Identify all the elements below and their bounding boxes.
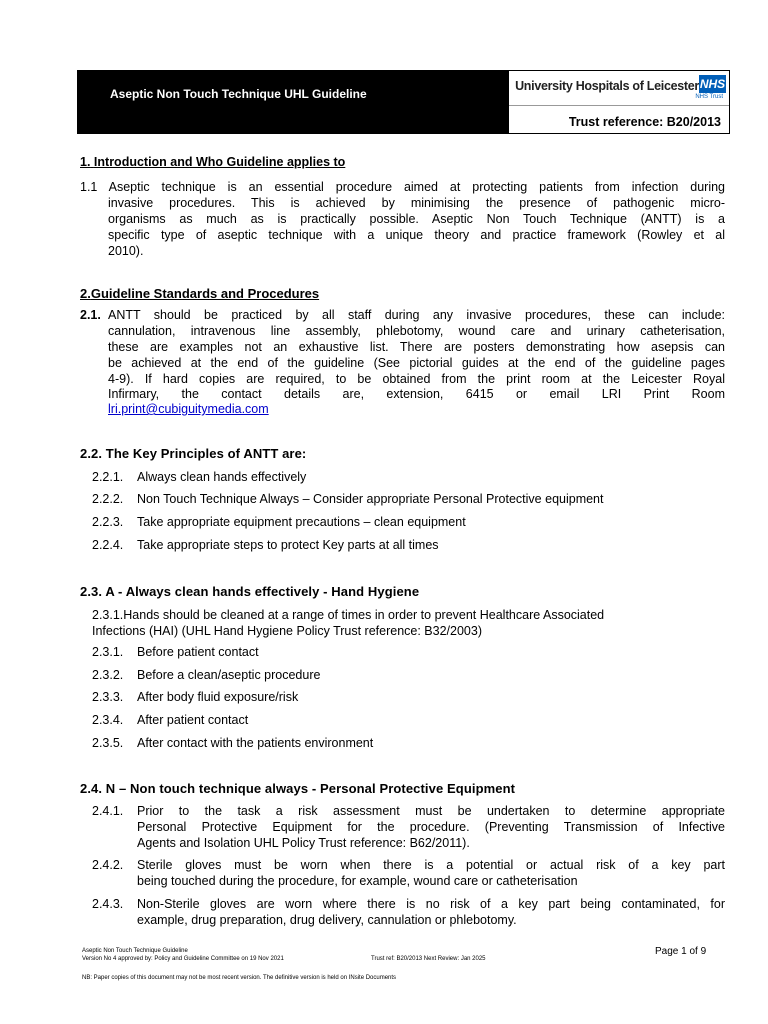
- item-2-4-1-line-1: Prior to the task a risk assessment must be undertaken to determine appropriate: [137, 804, 725, 818]
- item-2-4-3-line-2: example, drug preparation, drug delivery, cannulation or phlebotomy.: [137, 913, 517, 927]
- item-2-2-3-number: 2.2.3.: [92, 515, 124, 529]
- item-2-4-3-line-1: Non-Sterile gloves are worn where there is no risk of a key part being contaminated, for: [137, 897, 725, 911]
- item-2-3-2-text: Before a clean/aseptic procedure: [137, 668, 321, 682]
- para-2-3-1-line-2: Infections (HAI) (UHL Hand Hygiene Policy Trust reference: B32/2003): [92, 624, 482, 638]
- item-2-2-1-number: 2.2.1.: [92, 470, 124, 484]
- header-title-block: [78, 71, 509, 133]
- section-2-3-heading: 2.3. A - Always clean hands effectively - Hand Hygiene: [80, 584, 420, 599]
- para-1-1-line-3: organisms as much as is practically possible. Aseptic Non Touch Technique (ANTT) is a: [108, 212, 725, 226]
- header-divider: [509, 105, 729, 106]
- para-1-1-line-1: 1.1 Aseptic technique is an essential procedure aimed at protecting patients from infection during: [80, 180, 725, 194]
- item-2-4-1-line-3: Agents and Isolation UHL Policy Trust reference: B62/2011).: [137, 836, 470, 850]
- header-org-block: [509, 71, 729, 133]
- section-1-title: Introduction and Who Guideline applies to: [93, 155, 346, 169]
- item-2-3-1-text: Before patient contact: [137, 645, 259, 659]
- item-2-3-2-number: 2.3.2.: [92, 668, 124, 682]
- footer-trust-ref: Trust ref: B20/2013 Next Review: Jan 2025: [371, 956, 486, 962]
- section-1-heading: [80, 155, 345, 171]
- section-1-number: 1.: [80, 155, 91, 169]
- section-2-number: 2.: [80, 286, 91, 301]
- para-2-1-line-1: ANTT should be practiced by all staff during any invasive procedures, these can include:: [108, 308, 725, 322]
- para-1-1-line-4: specific type of aseptic technique with a unique theory and practice framework (Rowley et al: [108, 228, 725, 242]
- footer-disclaimer: NB: Paper copies of this document may not be most recent version. The definitive version is held on INsite Documents: [82, 975, 397, 981]
- section-2-4-heading: 2.4. N – Non touch technique always - Personal Protective Equipment: [80, 781, 516, 796]
- item-2-3-5-number: 2.3.5.: [92, 736, 124, 750]
- item-2-4-3-number: 2.4.3.: [92, 897, 124, 911]
- item-2-3-4-number: 2.3.4.: [92, 713, 124, 727]
- item-2-4-1-number: 2.4.1.: [92, 804, 124, 818]
- item-2-4-2-number: 2.4.2.: [92, 858, 124, 872]
- document-header: [77, 70, 730, 134]
- para-2-3-1-line-1: 2.3.1.Hands should be cleaned at a range of times in order to prevent Healthcare Associated: [92, 608, 605, 622]
- item-2-4-2-line-1: Sterile gloves must be worn when there is a potential or actual risk of a key part: [137, 858, 725, 872]
- item-2-2-4-text: Take appropriate steps to protect Key parts at all times: [137, 538, 439, 552]
- footer-page-number: Page 1 of 9: [655, 946, 707, 957]
- footer-version: Version No 4 approved by: Policy and Guideline Committee on 19 Nov 2021: [82, 956, 284, 962]
- item-2-3-3-text: After body fluid exposure/risk: [137, 690, 299, 704]
- para-2-1-line-2: cannulation, intravenous line assembly, phlebotomy, wound care and urinary catheterisation,: [108, 324, 725, 338]
- item-2-2-2-number: 2.2.2.: [92, 492, 124, 506]
- para-2-1-line-6: Infirmary, the contact details are, extension, 6415 or email LRI Print Room: [108, 387, 725, 401]
- item-2-3-1-number: 2.3.1.: [92, 645, 124, 659]
- item-2-2-1-text: Always clean hands effectively: [137, 470, 307, 484]
- item-2-3-3-number: 2.3.3.: [92, 690, 124, 704]
- document-title: Aseptic Non Touch Technique UHL Guideline: [110, 87, 367, 101]
- section-2-title: Guideline Standards and Procedures: [90, 286, 320, 301]
- item-2-4-2-line-2: being touched during the procedure, for example, wound care or catheterisation: [137, 874, 578, 888]
- nhs-trust-label: NHS Trust: [695, 94, 723, 100]
- para-2-1-line-5: 4-9). If hard copies are required, to be obtained from the print room at the Leicester Royal: [108, 372, 725, 386]
- para-2-1-number: 2.1.: [80, 308, 101, 322]
- para-2-1-line-4: be achieved at the end of the guideline (See pictorial guides at the end of the guideline pages: [108, 356, 725, 370]
- para-1-1-line-2: invasive procedures. This is achieved by minimising the presence of pathogenic micro-: [108, 196, 725, 210]
- trust-reference: Trust reference: B20/2013: [568, 115, 721, 129]
- para-2-1-line-3: these are examples not an exhaustive list. There are posters demonstrating how asepsis can: [108, 340, 725, 354]
- item-2-3-4-text: After patient contact: [137, 713, 249, 727]
- item-2-2-4-number: 2.2.4.: [92, 538, 124, 552]
- section-2-2-heading: 2.2. The Key Principles of ANTT are:: [80, 446, 307, 461]
- para-1-1-line-5: 2010).: [108, 244, 144, 258]
- section-2-heading: [80, 286, 319, 302]
- organisation-name: University Hospitals of Leicester: [515, 79, 699, 93]
- footer-doc-name: Aseptic Non Touch Technique Guideline: [82, 948, 188, 954]
- item-2-3-5-text: After contact with the patients environment: [137, 736, 374, 750]
- item-2-2-3-text: Take appropriate equipment precautions – clean equipment: [137, 515, 466, 529]
- item-2-4-1-line-2: Personal Protective Equipment for the procedure. (Preventing Transmission of Infective: [137, 820, 725, 834]
- item-2-2-2-text: Non Touch Technique Always – Consider appropriate Personal Protective equipment: [137, 492, 604, 506]
- nhs-logo: NHS: [699, 77, 726, 91]
- print-room-email-link[interactable]: lri.print@cubiguitymedia.com: [108, 402, 269, 416]
